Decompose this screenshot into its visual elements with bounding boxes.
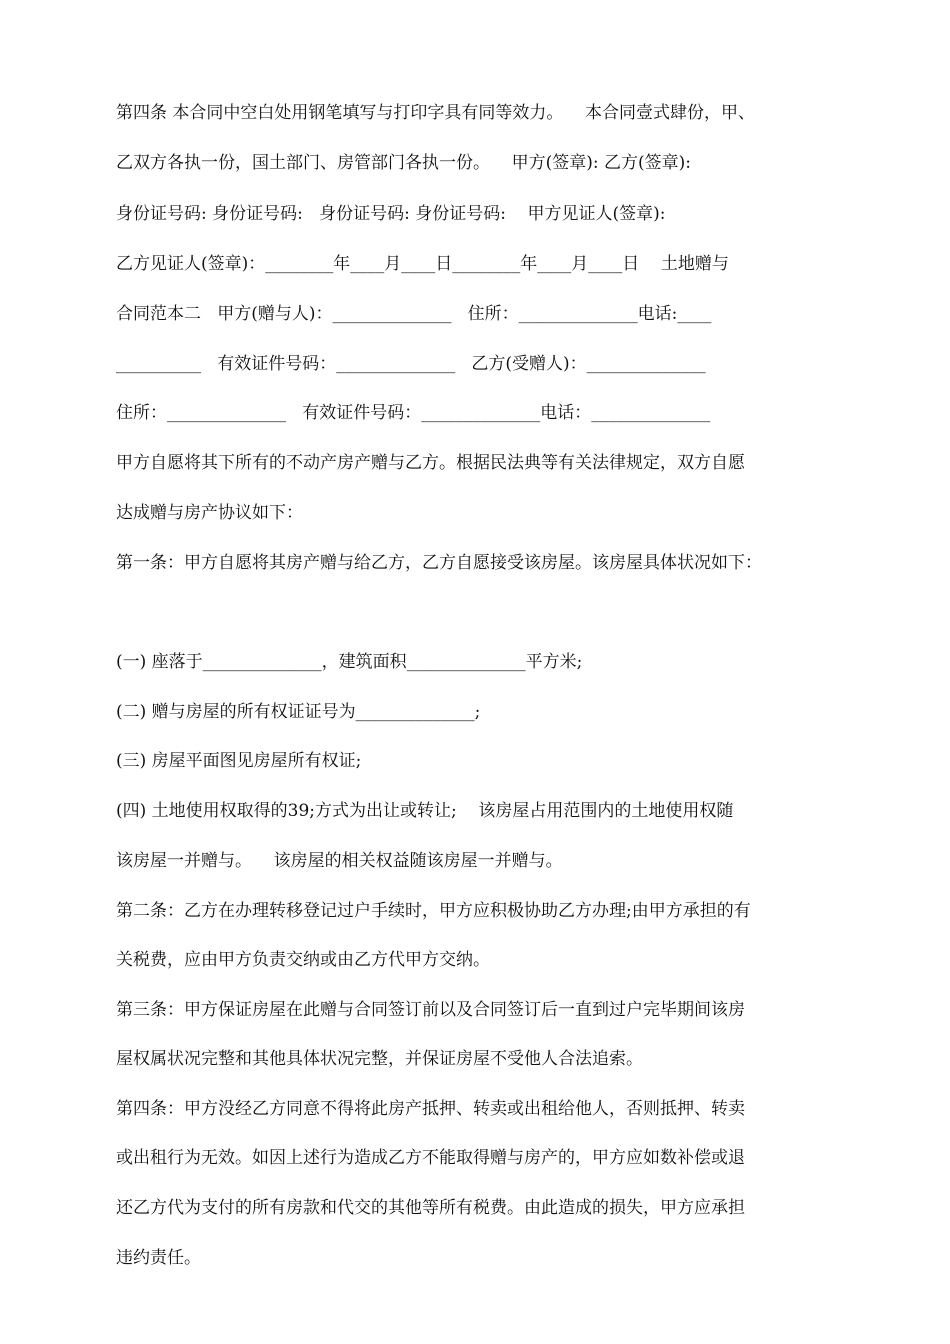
text-line: (二) 赠与房屋的所有权证证号为______________; bbox=[116, 702, 481, 722]
text-line: 还乙方代为支付的所有房款和代交的其他等所有税费。由此造成的损失，甲方应承担 bbox=[116, 1198, 745, 1218]
text-line: 达成赠与房产协议如下： bbox=[116, 503, 303, 523]
text-line: 第二条：乙方在办理转移登记过户手续时，甲方应积极协助乙方办理;由甲方承担的有 bbox=[116, 901, 751, 921]
text-line: 甲方自愿将其下所有的不动产房产赠与乙方。根据民法典等有关法律规定，双方自愿 bbox=[116, 453, 745, 473]
text-line: (四) 土地使用权取得的39;方式为出让或转让; 该房屋占用范围内的土地使用权随 bbox=[116, 801, 734, 821]
text-line: (一) 座落于______________，建筑面积______________平方米; bbox=[116, 652, 583, 672]
text-line: (三) 房屋平面图见房屋所有权证; bbox=[116, 751, 362, 771]
text-line: 第四条 本合同中空白处用钢笔填写与打印字具有同等效力。 本合同壹式肆份，甲、 bbox=[116, 103, 756, 123]
text-line: 住所：______________ 有效证件号码：______________电话：______________ bbox=[116, 403, 711, 423]
text-line: 第一条：甲方自愿将其房产赠与给乙方，乙方自愿接受该房屋。该房屋具体状况如下： bbox=[116, 553, 762, 573]
text-line: 关税费，应由甲方负责交纳或由乙方代甲方交纳。 bbox=[116, 950, 490, 970]
text-line: 违约责任。 bbox=[116, 1248, 201, 1268]
text-line: 乙方见证人(签章)：________年____月____日________年____月____日 土地赠与 bbox=[116, 254, 729, 274]
text-line: 该房屋一并赠与。 该房屋的相关权益随该房屋一并赠与。 bbox=[116, 851, 563, 871]
text-line: 合同范本二 甲方(赠与人)：______________ 住所：______________电话:____ bbox=[116, 304, 712, 324]
text-line: 乙双方各执一份，国土部门、房管部门各执一份。 甲方(签章): 乙方(签章): bbox=[116, 153, 692, 173]
text-line: 第四条：甲方没经乙方同意不得将此房产抵押、转卖或出租给他人，否则抵押、转卖 bbox=[116, 1099, 745, 1119]
text-line: 身份证号码: 身份证号码: 身份证号码: 身份证号码: 甲方见证人(签章): bbox=[116, 204, 666, 224]
text-line: 屋权属状况完整和其他具体状况完整，并保证房屋不受他人合法追索。 bbox=[116, 1049, 643, 1069]
text-line: __________ 有效证件号码：______________ 乙方(受赠人)：______________ bbox=[116, 354, 706, 374]
text-line: 或出租行为无效。如因上述行为造成乙方不能取得赠与房产的，甲方应如数补偿或退 bbox=[116, 1148, 745, 1168]
text-line: 第三条：甲方保证房屋在此赠与合同签订前以及合同签订后一直到过户完毕期间该房 bbox=[116, 1000, 745, 1020]
